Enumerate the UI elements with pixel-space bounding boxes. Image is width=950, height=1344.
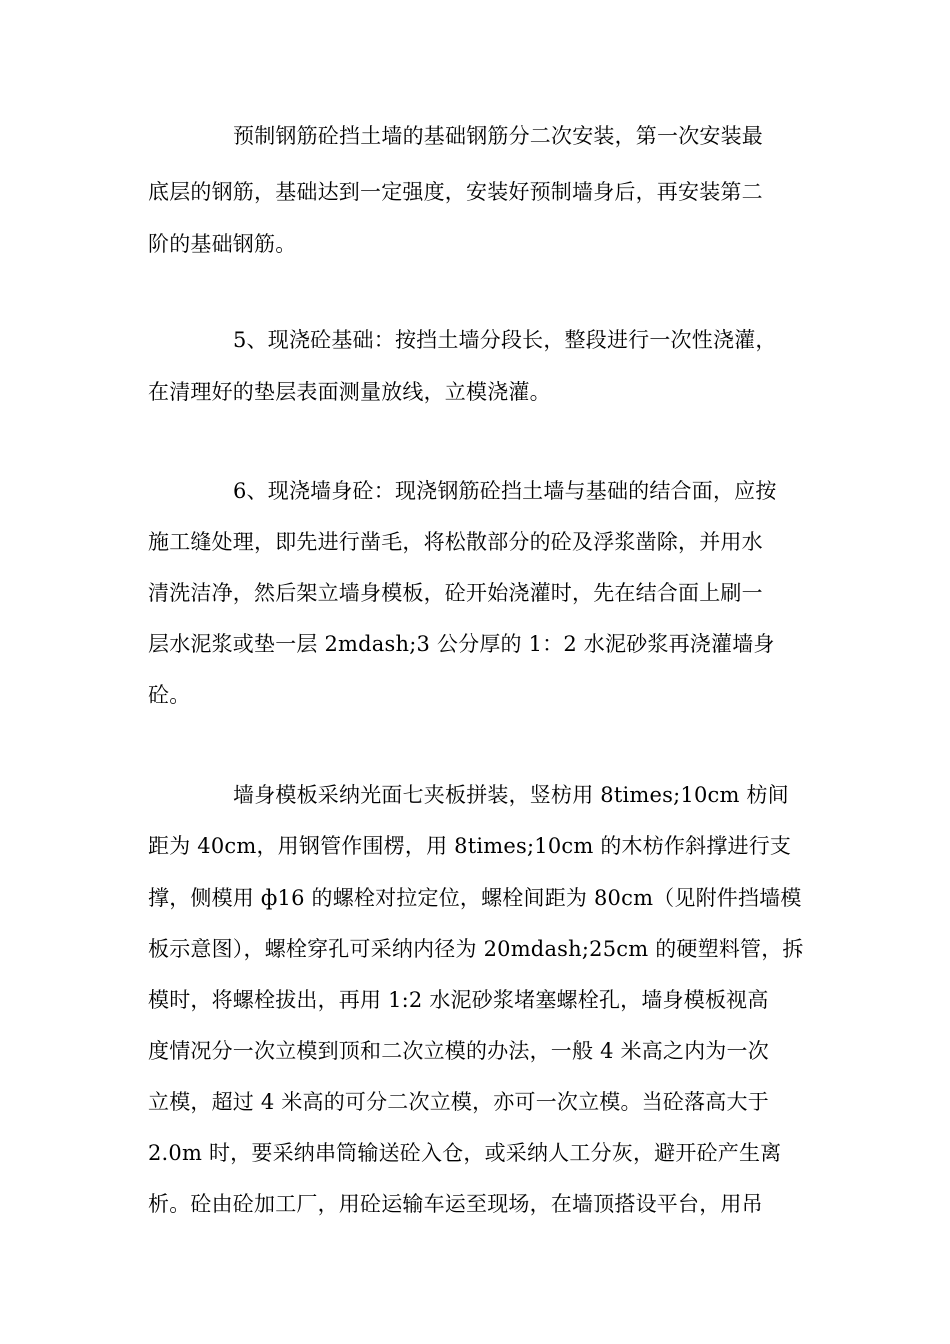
paragraph-4-line-9: 析。砼由砼加工厂，用砼运输车运至现场，在墙顶搭设平台，用吊 xyxy=(148,1192,763,1216)
paragraph-4-line-3: 撑，侧模用 ф16 的螺栓对拉定位，螺栓间距为 80cm（见附件挡墙模 xyxy=(148,886,802,910)
paragraph-1-line-2: 底层的钢筋，基础达到一定强度，安装好预制墙身后，再安装第二 xyxy=(148,180,763,204)
paragraph-3-line-4: 层水泥浆或垫一层 2mdash;3 公分厚的 1：2 水泥砂浆再浇灌墙身 xyxy=(148,632,775,656)
paragraph-4-line-7: 立模，超过 4 米高的可分二次立模，亦可一次立模。当砼落高大于 xyxy=(148,1090,769,1114)
paragraph-4-line-5: 模时，将螺栓拔出，再用 1:2 水泥砂浆堵塞螺栓孔，墙身模板视高 xyxy=(148,988,769,1012)
paragraph-4-line-8: 2.0m 时，要采纳串筒输送砼入仓，或采纳人工分灰，避开砼产生离 xyxy=(148,1141,782,1165)
paragraph-3-line-2: 施工缝处理，即先进行凿毛，将松散部分的砼及浮浆凿除，并用水 xyxy=(148,530,763,554)
paragraph-1-line-1: 预制钢筋砼挡土墙的基础钢筋分二次安装，第一次安装最 xyxy=(233,124,763,148)
paragraph-2-line-1: 5、现浇砼基础：按挡土墙分段长，整段进行一次性浇灌， xyxy=(233,328,777,352)
paragraph-3-line-1: 6、现浇墙身砼：现浇钢筋砼挡土墙与基础的结合面，应按 xyxy=(233,479,777,503)
paragraph-3-line-5: 砼。 xyxy=(148,683,191,707)
paragraph-3-line-3: 清洗洁净，然后架立墙身模板，砼开始浇灌时，先在结合面上刷一 xyxy=(148,581,763,605)
paragraph-4-line-2: 距为 40cm，用钢管作围楞，用 8times;10cm 的木枋作斜撑进行支 xyxy=(148,834,792,858)
paragraph-1-line-3: 阶的基础钢筋。 xyxy=(148,232,297,256)
paragraph-2-line-2: 在清理好的垫层表面测量放线，立模浇灌。 xyxy=(148,380,551,404)
paragraph-4-line-6: 度情况分一次立模到顶和二次立模的办法，一般 4 米高之内为一次 xyxy=(148,1039,769,1063)
paragraph-4-line-4: 板示意图），螺栓穿孔可采纳内径为 20mdash;25cm 的硬塑料管，拆 xyxy=(148,937,804,961)
paragraph-4-line-1: 墙身模板采纳光面七夹板拼装，竖枋用 8times;10cm 枋间 xyxy=(233,783,789,807)
